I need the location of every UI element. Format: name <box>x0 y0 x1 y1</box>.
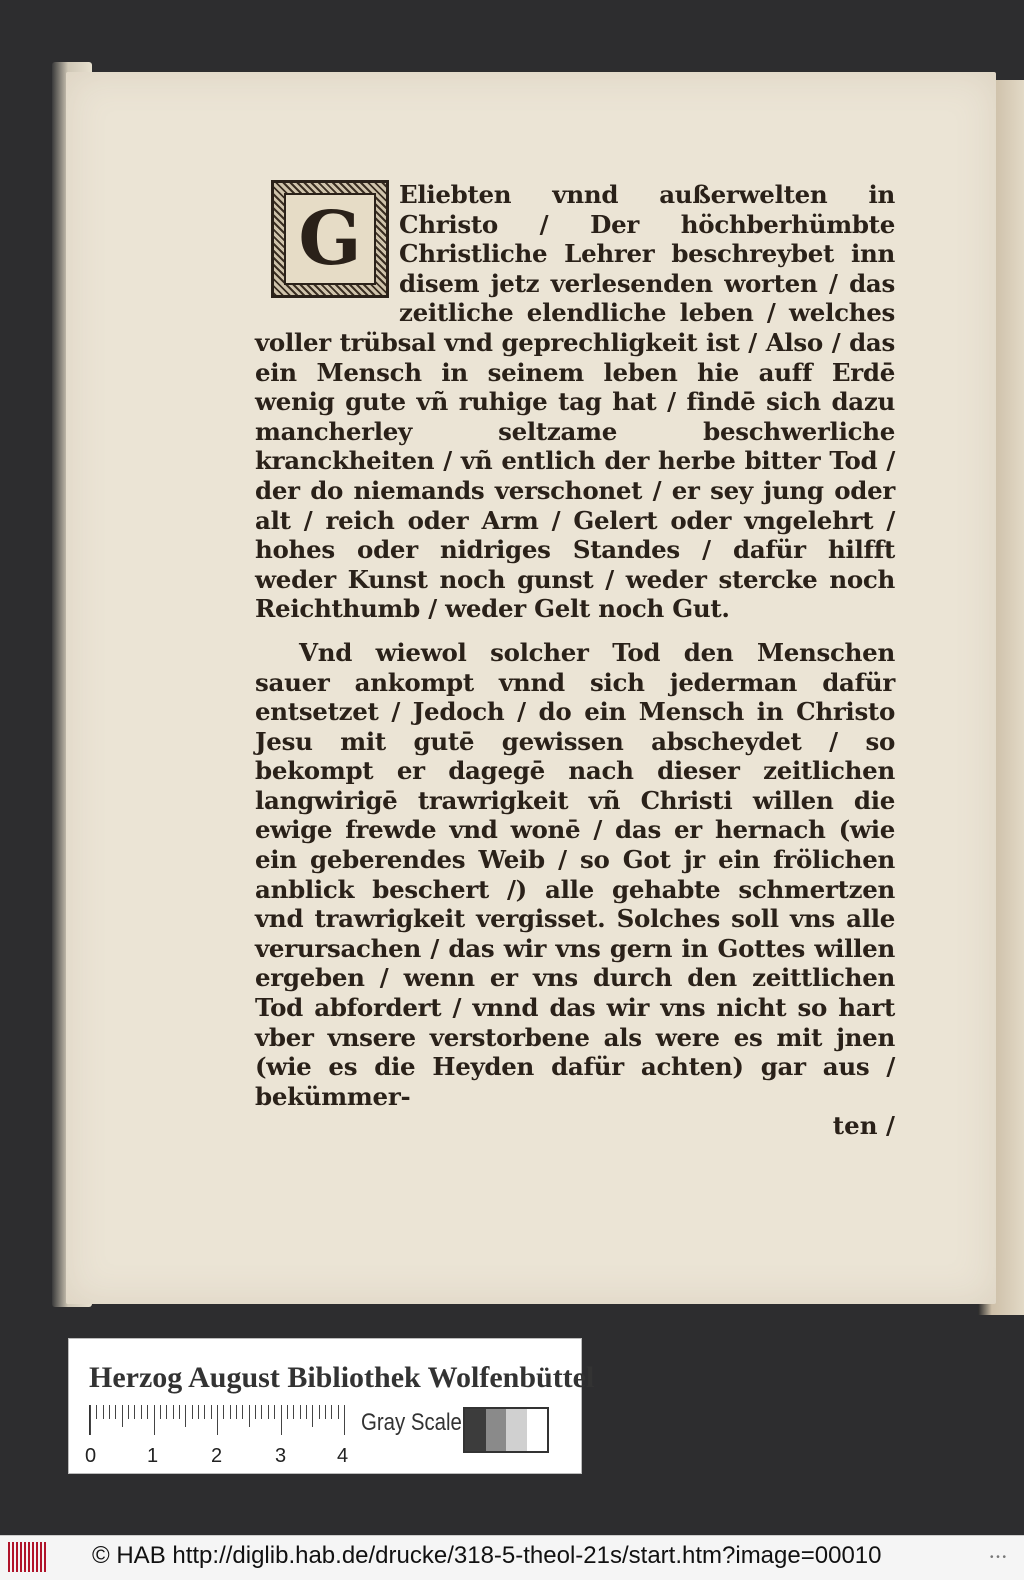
ruler-tick <box>312 1405 313 1427</box>
paragraph-1: Eliebten vnnd außerwelten in Christo / Der höchberhümbte Christliche Lehrer beschreybet inn disem jetz verlesenden worten / das zeitliche elendliche leben / welches voller trübsal vnd geprechligkeit ist / Also / das ein Mensch in seinem leben hie auff Erdē wenig gute vñ ruhige tag hat / findē sich dazu mancherley seltzame beschwerliche kranckheiten / vñ entlich der herbe bitter Tod / der do niemands verschonet / er sey jung oder alt / reich oder Arm / Gelert oder vngelehrt / hohes oder nidriges Standes / dafür hilfft weder Kunst noch gunst / weder stercke noch Reichthumb / weder Gelt noch Gut. <box>255 180 895 624</box>
ruler-tick <box>160 1405 161 1419</box>
hab-logo-icon <box>8 1542 46 1572</box>
ruler-tick <box>147 1405 148 1419</box>
ruler-tick <box>109 1405 110 1419</box>
ruler-tick <box>103 1405 104 1419</box>
color-reference-card <box>68 1338 595 1474</box>
ruler-tick <box>217 1405 218 1435</box>
gray-swatch <box>465 1409 486 1451</box>
footer-copyright-url[interactable]: © HAB http://diglib.hab.de/drucke/318-5-theol-21s/start.htm?image=00010 <box>92 1542 882 1569</box>
ruler-tick <box>300 1405 301 1419</box>
ruler-tick <box>230 1405 231 1419</box>
ruler-tick <box>274 1405 275 1419</box>
ruler-tick <box>325 1405 326 1419</box>
ruler-tick <box>128 1405 129 1419</box>
gray-swatch <box>506 1409 527 1451</box>
ruler-numbers <box>85 1445 385 1471</box>
ruler-tick <box>96 1405 97 1419</box>
ruler-number: 4 <box>337 1445 349 1467</box>
ruler-tick <box>331 1405 332 1419</box>
ruler-tick <box>344 1405 345 1435</box>
page-text-block <box>255 180 895 1141</box>
ruler-tick <box>198 1405 199 1419</box>
ruler-tick <box>134 1405 135 1419</box>
gray-swatch <box>527 1409 548 1451</box>
grayscale-swatches <box>463 1407 549 1453</box>
ruler-tick <box>281 1405 282 1435</box>
ruler-tick <box>192 1405 193 1419</box>
ruler-tick <box>211 1405 212 1419</box>
catchword: ten / <box>832 1111 895 1141</box>
ruler-tick <box>115 1405 116 1419</box>
ruler-tick <box>173 1405 174 1419</box>
ruler-tick <box>185 1405 186 1427</box>
ruler-tick <box>255 1405 256 1419</box>
ruler-number: 2 <box>211 1445 223 1467</box>
ruler-tick <box>141 1405 142 1419</box>
initial-letter: G <box>284 193 376 285</box>
ruler-tick <box>179 1405 180 1419</box>
gray-swatch <box>486 1409 507 1451</box>
ruler-tick <box>223 1405 224 1419</box>
ruler-tick <box>338 1405 339 1419</box>
library-name: Herzog August Bibliothek Wolfenbüttel <box>89 1361 595 1394</box>
ruler-tick <box>154 1405 155 1435</box>
ruler-number: 1 <box>147 1445 159 1467</box>
paragraph-2: Vnd wiewol solcher Tod den Menschen sauer ankompt vnnd sich jederman dafür entsetzet / Jedoch / do ein Mensch in Christo Jesu mit gutē gewissen abscheydet / so bekompt er dagegē nach dieser zeitlichen langwirigē trawrigkeit vñ Christi willen die ewige frewde vnd wonē / das er hernach (wie ein geberendes Weib / so Got jr ein frölichen anblick beschert /) alle gehabte schmertzen vnd trawrigkeit vergisset. Solches soll vns alle verursachen / das wir vns gern in Gottes willen ergeben / wenn er vns durch den zeittlichen Tod abfordert / vnnd das wir vns nicht so hart vber vnsere verstorbene als were es mit jnen (wie es die Heyden dafür achten) gar aus / bekümmer- <box>255 637 895 1111</box>
ruler-tick <box>166 1405 167 1419</box>
decorated-initial <box>271 180 389 298</box>
ruler-tick <box>319 1405 320 1419</box>
ruler-tick <box>293 1405 294 1419</box>
ruler-tick <box>287 1405 288 1419</box>
ruler-tick <box>122 1405 123 1427</box>
ruler-number: 3 <box>275 1445 287 1467</box>
ruler-tick <box>236 1405 237 1419</box>
ruler-tick <box>204 1405 205 1419</box>
ruler-tick <box>242 1405 243 1419</box>
measurement-ruler <box>89 1405 348 1435</box>
ruler-tick <box>261 1405 262 1419</box>
ruler-tick <box>249 1405 250 1427</box>
ruler-tick <box>306 1405 307 1419</box>
ruler-tick <box>90 1405 91 1435</box>
footer-bar <box>0 1535 1024 1580</box>
ruler-number: 0 <box>85 1445 97 1467</box>
ruler-tick <box>268 1405 269 1419</box>
grayscale-label: Gray Scale <box>361 1409 462 1436</box>
footer-dots-icon: • • • <box>989 1552 1006 1563</box>
